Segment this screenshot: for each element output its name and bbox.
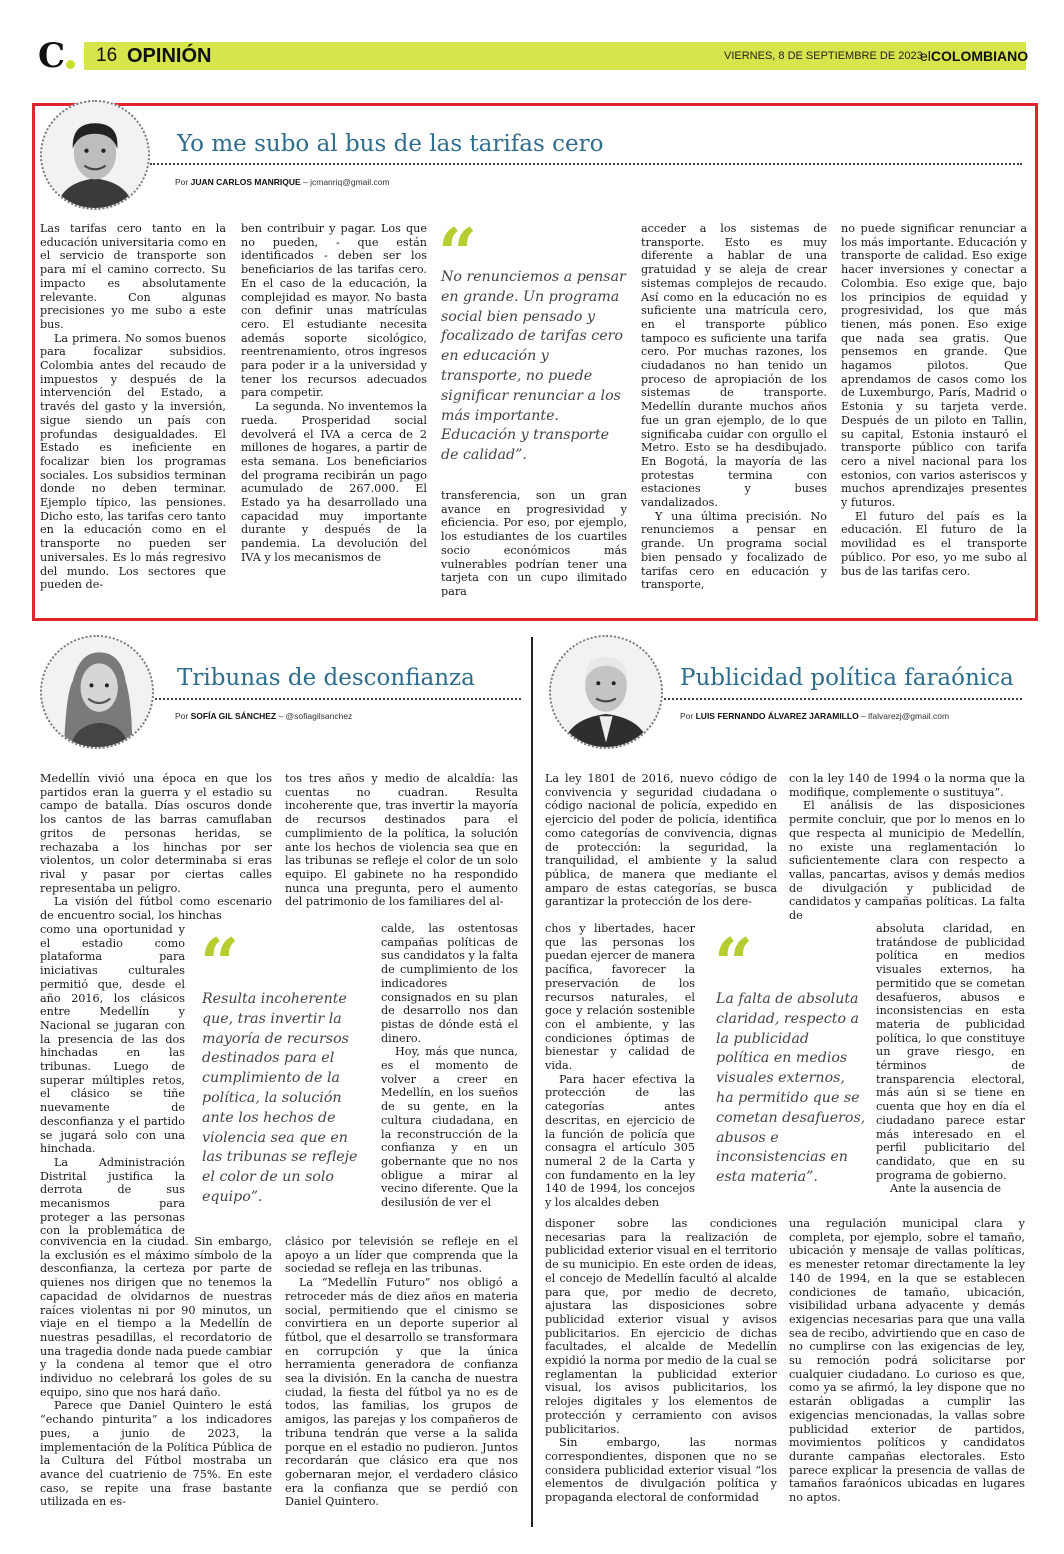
paragraph: Ante la ausencia de xyxy=(890,1182,1002,1196)
page-number: 16 xyxy=(96,45,118,66)
paragraph: con la ley 140 de 1994 o la norma que la modifique, complemente o sustituya”. xyxy=(789,772,1025,799)
article-column xyxy=(40,222,226,596)
column-divider xyxy=(531,637,533,1527)
author-name: JUAN CARLOS MANRIQUE xyxy=(190,177,301,187)
title-divider xyxy=(664,698,1022,700)
title-divider xyxy=(155,698,521,700)
byline: Por LUIS FERNANDO ÁLVAREZ JARAMILLO – lfalvarezj@gmail.com xyxy=(680,711,950,721)
paragraph: Y una última precisión. No renunciemos a pensar en grande. Un programa social bien pensado y focalizado de tarifas cero en educación y transporte, xyxy=(641,509,827,592)
quote-mark-icon: “ xyxy=(200,924,240,1004)
byline: Por SOFÍA GIL SÁNCHEZ – @sofiagilsanchez xyxy=(175,711,353,721)
article-column xyxy=(545,922,695,1216)
pull-quote: Resulta incoherente que, tras invertir la mayoría de recursos destinados para el cumplimiento de la política, la solución ante los hechos de violencia sea que en las tribunas se refleje el color de un solo equipo”. xyxy=(202,991,358,1205)
paragraph: ben contribuir y pagar. Los que no pueden, - que están identificados - deben ser los beneficiarios de las tarifas cero. En el caso de la educación, la complejidad es mayor. No basta con definir unas matrículas cero. El estudiante necesita además soporte sicológico, reentrenamiento, otros ingresos para poder ir a la universidad y tener los recursos adecuados para competir. xyxy=(241,222,427,400)
section-name: OPINIÓN xyxy=(127,45,212,67)
paragraph: Parece que Daniel Quintero le está “echando pinturita” a los indicadores pues, a junio de 2023, la implementación de la Política Pública de la Cultura del Fútbol mostraba un avance del cuatrienio de 75%. En este caso, se repite una frase bastante utilizada en es- xyxy=(40,1399,272,1509)
byline-prefix: Por xyxy=(175,711,189,721)
paragraph: una regulación municipal clara y completa, por ejemplo, sobre el tamaño, ubicación y mensaje de vallas políticas, es menester retomar directamente la ley 140 de 1994, en la que se establecen condiciones de tamaño, ubicación, visibilidad urbana adyacente y demás exigencias necesarias para que una valla sea de recibo, advirtiendo que en caso de no cumplirse con las exigencias de ley, su remoción podrá solicitarse por cualquier ciudadano. Lo curioso es que, como ya se afirmó, la ley dispone que no estarán obligadas a cumplir las exigencias mencionadas, la vallas sobre publicidad exterior de partidos, movimientos políticos y candidatos durante campañas electorales. Esto parece explicar la presencia de vallas de tamaños faraónicos ubicadas en lugares no aptos. xyxy=(789,1217,1025,1505)
article-column xyxy=(241,222,427,596)
article-column xyxy=(285,772,518,922)
paragraph: La Administración Distrital justifica la derrota de sus mecanismos para proteger a las personas con la problemática de xyxy=(40,1155,185,1238)
author-email: @sofiagilsanchez xyxy=(285,711,353,721)
article-column xyxy=(441,489,627,597)
article-column xyxy=(789,1217,1025,1527)
paragraph: acceder a los sistemas de transporte. Esto es muy diferente a hablar de una gratuidad y se aleja de crear sistemas complejos de recaudo. Así como en la educación no es suficiente una matrícula cero, en el transporte público tampoco es suficiente una tarifa cero. Por muchas razones, los ciudadanos no han tenido un proceso de apropiación de los sistemas de transporte. Medellín durante muchos años fue un gran ejemplo, de lo que significaba cuidar con orgullo el Metro. Esto se ha desdibujado. En Bogotá, la mayoría de las protestas termina con estaciones y buses vandalizados. xyxy=(641,222,827,510)
paragraph: La ley 1801 de 2016, nuevo código de convivencia y seguridad ciudadana o código nacional de policía, expedido en ejercicio del poder de policía, identifica como categorías de convivencia, dignas de protección: la seguridad, la tranquilidad, el ambiente y la salud pública, de manera que mediante el amparo de estas categorías, se busca garantizar la protección de los dere- xyxy=(545,772,777,909)
quote-mark-icon: “ xyxy=(714,924,754,1004)
author-email: jcmanriq@gmail.com xyxy=(310,177,390,187)
article-column xyxy=(40,923,185,1239)
author-portrait-icon xyxy=(42,102,148,208)
paragraph: convivencia en la ciudad. Sin embargo, la exclusión es el máximo símbolo de la desconfianza, la certeza por parte de quienes nos dirigen que no tenemos la capacidad de olvidarnos de nuestras raíces violentas ni por 90 minutos, un viaje en el tiempo a la Medellín de nuestras pesadillas, el recordatorio de una tragedia donde nada puede cambiar y la condena al temor que el otro individuo no celebrará los goles de su equipo, sino que nos hará daño. xyxy=(40,1235,272,1399)
paragraph: absoluta claridad, en tratándose de publicidad política en medios visuales externos, ha permitido que se cometan desafueros, abusos e inconsistencias en esta materia de publicidad política, lo que constituye un grave riesgo, en términos de transparencia electoral, más aún si se tiene en cuenta que hoy en día el ciudadano parece estar más interesado en el perfil publicitario del candidato, que en su programa de gobierno. xyxy=(876,922,1025,1182)
logo-dot xyxy=(66,60,75,69)
paragraph: clásico por televisión se refleje en el apoyo a un líder que comprenda que la sociedad se refleja en las tribunas. xyxy=(285,1235,518,1276)
paragraph: no puede significar renunciar a los más importante. Educación y transporte de calidad. Eso exige hacer inversiones y conectar a Colombia. Eso exige que, bajo los principios de equidad y progresividad, los que más tienen, más ponen. Eso exige que nada sea gratis. Que pensemos en grande. Que hagamos pilotos. Que aprendamos de casos como los de Luxemburgo, París, Madrid o Estonia y su tarjeta verde. Después de un piloto en Tallin, su capital, Estonia instauró el transporte público con tarifa cero a nivel nacional para los estonios, con varios asteriscos y muchos aprendizajes presentes y futuros. xyxy=(841,222,1027,510)
paragraph: disponer sobre las condiciones necesarias para la realización de publicidad exterior visual en el territorio de su municipio. En este orden de ideas, el concejo de Medellín facultó al alcalde para que, por medio de decreto, ajustara las disposiciones sobre publicidad exterior visual y avisos publicitarios. En ejercicio de dichas facultades, el alcalde de Medellín expidió la norma por medio de la cual se reglamentan la publicidad exterior visual, los avisos publicitarios, los relojes digitales y los elementos de protección y cerramiento con avisos publicitarios. xyxy=(545,1217,777,1436)
article-column xyxy=(40,1235,272,1527)
newspaper-logo: C xyxy=(38,36,66,76)
paragraph: Para hacer efectiva la protección de las categorías antes descritas, en ejercicio de la función de policía que consagra el artículo 305 numeral 2 de la Carta y con fundamento en la ley 140 de 1994, los concejos y los alcaldes deben xyxy=(545,1072,695,1210)
article-column xyxy=(841,222,1027,596)
paragraph: La “Medellín Futuro” nos obligó a retroceder más de diez años en materia social, permitiendo que el cinismo se convirtiera en un deporte superior al fútbol, que el desarrollo se transformara en corrupción y que la única herramienta generadora de confianza sea la división. En la cancha de nuestra ciudad, la fiesta del fútbol ya no es de todos, las familias, los grupos de amigos, las parejas y los compañeros de tribuna tendrán que verse a la salida porque en el estadio no pudieron. Juntos recordarán que clásico era que nos gobernaran mejor, el verdadero clásico era la confianza que se perdió con Daniel Quintero. xyxy=(285,1276,518,1509)
article-column xyxy=(641,222,827,596)
pull-quote: La falta de absoluta claridad, respecto a la publicidad política en medios visuales externos, ha permitido que se cometan desafueros, abusos e inconsistencias en esta materia”. xyxy=(716,991,866,1186)
pull-quote: No renunciemos a pensar en grande. Un programa social bien pensado y focalizado de tarifas cero en educación y transporte, no puede significar renunciar a los más importante. Educación y transporte de calidad”. xyxy=(441,269,626,464)
author-avatar xyxy=(549,635,663,749)
article-column xyxy=(545,1217,777,1527)
quote-mark-icon: “ xyxy=(438,214,478,294)
byline-prefix: Por xyxy=(680,711,694,721)
author-portrait-icon xyxy=(42,637,152,747)
paragraph: La visión del fútbol como escenario de encuentro social, los hinchas xyxy=(40,895,272,922)
paragraph: La primera. No somos buenos para focalizar subsidios. Colombia antes del recaudo de impuestos y después de la intervención del Estado, a través del gasto y la inversión, sigue siendo un país con profundas desigualdades. El Estado es ineficiente en focalizar bien los programas sociales. Los subsidios terminan donde no deben terminar. Ejemplo típico, las pensiones. Dicho esto, las tarifas cero tanto en la educación como en el transporte no pueden ser universales. Es lo más regresivo del mundo. Los sectores que pueden de- xyxy=(40,331,226,592)
article-column xyxy=(876,922,1025,1217)
author-email: lfalvarezj@gmail.com xyxy=(868,711,950,721)
paragraph: como una oportunidad y el estadio como plataforma para iniciativas culturales permitió que, desde el año 2016, los clásicos entre Medellín y Nacional se jugaran con la presencia de las dos hinchadas en las tribunas. Luego de superar múltiples retos, el clásico se tiñe nuevamente de desconfianza y el partido se jugará solo con una hinchada. xyxy=(40,923,185,1156)
author-portrait-icon xyxy=(551,637,661,747)
masthead-name: COLOMBIANO xyxy=(930,48,1029,64)
article-column xyxy=(381,922,518,1238)
paragraph: Las tarifas cero tanto en la educación universitaria como en el servicio de transporte son para mí el camino correcto. Su impacto es absolutamente relevante. Con algunas precisiones yo me subo a este bus. xyxy=(40,222,226,331)
paragraph: Medellín vivió una época en que los partidos eran la guerra y el estadio su campo de batalla. Días oscuros donde los cantos de las barras camuflaban gritos de personas heridas, se rechazaba a los hinchas por ser violentos, un color determinaba si eras rival y pasar por ciertas calles representaba un peligro. xyxy=(40,772,272,895)
masthead-prefix: el xyxy=(920,48,931,64)
author-name: SOFÍA GIL SÁNCHEZ xyxy=(190,711,277,721)
article-column xyxy=(545,772,777,922)
article-column xyxy=(789,772,1025,922)
article-column xyxy=(40,772,272,922)
paragraph: transferencia, son un gran avance en progresividad y eficiencia. Por eso, por ejemplo, los estudiantes de los cuartiles socio económicos más vulnerables podrían tener una tarjeta con un cupo ilimitado para xyxy=(441,489,627,597)
paragraph: Sin embargo, las normas correspondientes, disponen que no se considera publicidad exterior visual “los elementos de divulgación política y propaganda electoral de conformidad xyxy=(545,1436,777,1505)
author-avatar xyxy=(40,100,150,210)
issue-date: VIERNES, 8 DE SEPTIEMBRE DE 2023 xyxy=(724,50,923,62)
paragraph: tos tres años y medio de alcaldía: las cuentas no cuadran. Resulta incoherente que, tras invertir la mayoría de recursos destinados para el cumplimiento de la política, la solución ante los hechos de violencia sea que en las tribunas se refleje el color de un solo equipo. El gabinete no ha respondido nunca una pregunta, pero el aumento del patrimonio de los familiares del al- xyxy=(285,772,518,909)
byline: Por JUAN CARLOS MANRIQUE – jcmanriq@gmail.com xyxy=(175,177,390,187)
article-title: Tribunas de desconfianza xyxy=(177,665,475,691)
author-avatar xyxy=(40,635,154,749)
author-name: LUIS FERNANDO ÁLVAREZ JARAMILLO xyxy=(695,711,859,721)
byline-prefix: Por xyxy=(175,177,189,187)
article-column xyxy=(285,1235,518,1527)
title-divider xyxy=(150,163,1022,165)
masthead xyxy=(920,45,1028,67)
paragraph: La segunda. No inventemos la rueda. Prosperidad social devolverá el IVA a cerca de 2 millones de hogares, a partir de esta semana. Los beneficiarios del programa recibirán un pago acumulado de 267.000. El Estado ya ha desarrollado una capacidad muy importante durante y después de la pandemia. La devolución del IVA y los mecanismos de xyxy=(241,400,427,564)
paragraph: El futuro del país es la educación. El futuro de la movilidad es el transporte público. Por eso, yo me subo al bus de las tarifas cero. xyxy=(841,509,1027,578)
article-title: Publicidad política faraónica xyxy=(680,665,1014,691)
paragraph: chos y libertades, hacer que las personas los puedan ejercer de manera pacífica, favorecer la preservación de los recursos naturales, el goce y relación sostenible con el ambiente, y las condiciones óptimas de bienestar y calidad de vida. xyxy=(545,922,695,1073)
article-title: Yo me subo al bus de las tarifas cero xyxy=(177,131,604,157)
paragraph: Hoy, más que nunca, es el momento de volver a creer en Medellín, en los sueños de su gente, en la cultura ciudadana, en la reconstrucción de la confianza y en un gobernante que no nos obligue a mirar al vecino diferente. Que la desilusión de ver el xyxy=(381,1045,518,1210)
page-header xyxy=(36,36,1029,76)
paragraph: calde, las ostentosas campañas políticas de sus candidatos y la falta de cumplimiento de los indicadores consignados en su plan de desarrollo nos dan pistas de dónde está el dinero. xyxy=(381,922,518,1045)
paragraph: El análisis de las disposiciones permite concluir, que por lo menos en lo que respecta al municipio de Medellín, no existe una reglamentación lo suficientemente clara con respecto a vallas, pancartas, avisos y demás medios de divulgación y publicidad de candidatos y campañas políticas. La falta de xyxy=(789,799,1025,922)
